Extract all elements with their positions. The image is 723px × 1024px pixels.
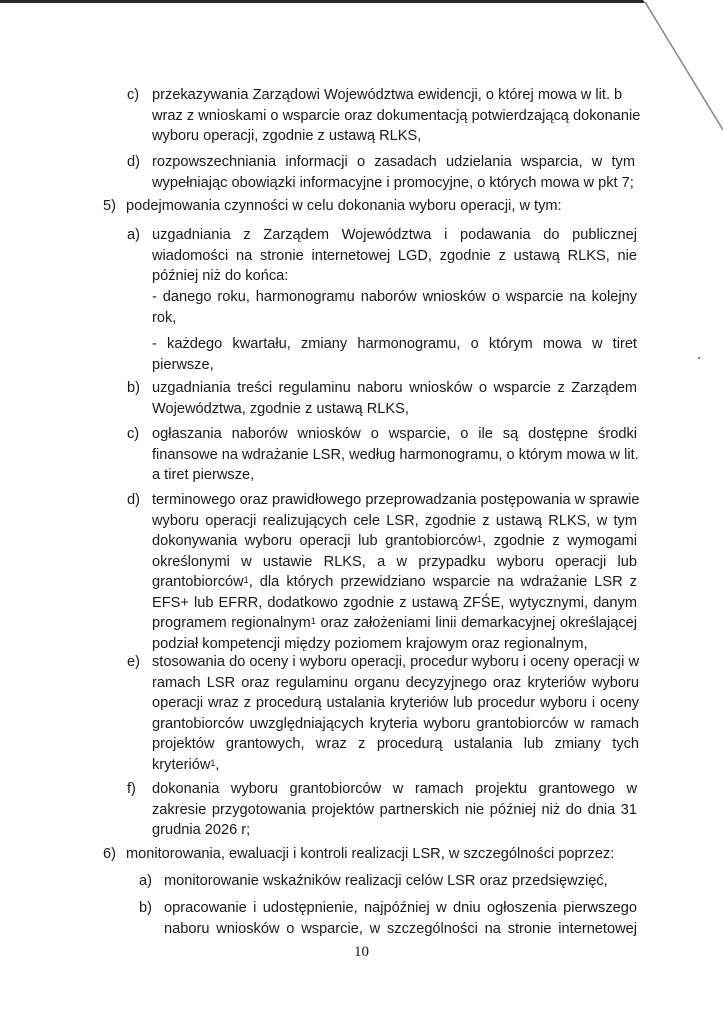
text-line: określonymi w ustawie RLKS, a w przypadku wyboru operacji lub	[152, 553, 637, 570]
list-item-a-schedule	[152, 225, 637, 287]
text-fragment: grantobiorców	[152, 574, 244, 590]
text-line: wiadomości na stronie internetowej LGD, zgodnie z ustawą RLKS, nie	[152, 247, 637, 264]
text-fragment: kryteriów	[152, 756, 211, 773]
dash-item-yearly	[152, 287, 637, 328]
text-line: rozpowszechniania informacji o zasadach udzielania wsparcia, w tym	[152, 154, 635, 170]
page-number: 10	[354, 944, 369, 960]
text-line: wyboru operacji, zgodnie z ustawą RLKS,	[152, 128, 422, 144]
list-marker: b)	[127, 380, 140, 396]
text-line: grudnia 2026 r;	[152, 822, 251, 838]
text-line: opracowanie i udostępnienie, najpóźniej w dniu ogłoszenia pierwszego	[164, 900, 637, 916]
list-item-c-announcements	[152, 424, 637, 486]
text-line: operacji wraz z procedurą ustalania kryteriów lub procedur wyboru i oceny	[152, 695, 639, 711]
list-marker: e)	[127, 654, 140, 670]
text-line: - każdego kwartału, zmiany harmonogramu, o którym mowa w tiret	[152, 336, 637, 352]
text-line: Województwa, zgodnie z ustawą RLKS,	[152, 400, 409, 417]
list-marker: 6)	[103, 846, 116, 862]
list-marker: a)	[139, 873, 152, 889]
scan-top-edge	[0, 0, 723, 3]
text-line: a tiret pierwsze,	[152, 467, 255, 483]
text-line: grantobiorców uwzględniających kryteria wyboru grantobiorców w ramach	[152, 715, 639, 732]
text-line: naboru wniosków o wsparcie, w szczególności na stronie internetowej	[164, 920, 637, 937]
dash-item-quarterly	[152, 334, 637, 375]
list-item-f-grant-selection	[152, 779, 637, 841]
text-line: finansowe na wdrażanie LSR, według harmonogramu, o którym mowa w lit.	[152, 446, 639, 463]
list-item-b-publication	[164, 898, 637, 939]
text-line: stosowania do oceny i wyboru operacji, procedur wyboru i oceny operacji w	[152, 654, 639, 670]
text-line: uzgadniania treści regulaminu naboru wniosków o wsparcie z Zarządem	[152, 380, 637, 396]
text-line	[152, 572, 637, 593]
list-marker: c)	[127, 87, 140, 103]
text-fragment: , zgodnie z wymogami	[481, 533, 637, 549]
list-item-b-regulation	[152, 378, 637, 419]
list-marker: d)	[127, 492, 140, 508]
text-line: ogłaszania naborów wniosków o wsparcie, o ile są dostępne środki	[152, 426, 637, 442]
text-fragment: oraz założeniami linii demarkacyjnej określającej	[315, 615, 637, 631]
page-corner-fold	[633, 0, 723, 140]
list-item-c-evidence	[152, 85, 641, 147]
text-line: wypełniając obowiązki informacyjne i promocyjne, o których mowa w pkt 7;	[152, 174, 634, 191]
text-line	[152, 531, 637, 552]
text-line: uzgadniania z Zarządem Województwa i podawania do publicznej	[152, 227, 637, 243]
footnote-ref: 1	[476, 534, 482, 544]
text-line: przekazywania Zarządowi Województwa ewidencji, o której mowa w lit. b	[152, 87, 623, 103]
footnote-ref: 1	[210, 757, 216, 768]
text-line: projektów grantowych, wraz z procedurą ustalania lub zmiany tych	[152, 736, 639, 752]
list-marker: c)	[127, 426, 140, 442]
text-line: - danego roku, harmonogramu naborów wniosków o wsparcie na kolejny	[152, 289, 637, 305]
list-marker: a)	[127, 227, 140, 243]
scan-speck	[698, 357, 700, 359]
text-fragment: programem regionalnym	[152, 615, 311, 631]
text-line: podział kompetencji między poziomem krajowym oraz regionalnym,	[152, 635, 588, 652]
point-6-heading: monitorowania, ewaluacji i kontroli realizacji LSR, w szczególności poprzez:	[126, 846, 615, 862]
list-marker: b)	[139, 900, 152, 916]
text-fragment: ,	[215, 756, 220, 773]
text-line	[152, 757, 219, 773]
text-line: terminowego oraz prawidłowego przeprowadzania postępowania w sprawie	[152, 492, 640, 508]
list-marker: f)	[127, 781, 136, 797]
text-line: zakresie przygotowania projektów partnerskich nie później niż do dnia 31	[152, 801, 637, 818]
text-line: EFS+ lub EFRR, dodatkowo zgodnie z ustawą ZFŚE, wytycznymi, danym	[152, 594, 637, 611]
list-item-e-assessment	[152, 652, 639, 775]
list-item-d-dissemination	[152, 152, 635, 193]
text-line: później niż do końca:	[152, 268, 289, 284]
footnote-ref: 1	[243, 575, 249, 585]
text-line: rok,	[152, 309, 177, 326]
footnote-ref: 1	[310, 616, 316, 626]
text-fragment: dokonywania wyboru operacji lub grantobiorców	[152, 533, 477, 549]
point-5-heading: podejmowania czynności w celu dokonania wyboru operacji, w tym:	[126, 198, 562, 214]
text-line: pierwsze,	[152, 356, 214, 373]
text-line: wyboru operacji realizujących cele LSR, zgodnie z ustawą RLKS, w tym	[152, 512, 637, 529]
text-line: wraz z wnioskami o wsparcie oraz dokumentacją potwierdzającą dokonanie	[152, 107, 641, 124]
list-item-d-procedure	[152, 490, 640, 654]
list-marker: 5)	[103, 198, 116, 214]
text-line	[152, 613, 637, 634]
list-item-a-monitoring: monitorowanie wskaźników realizacji celów LSR oraz przedsięwzięć,	[164, 873, 608, 889]
text-line: dokonania wyboru grantobiorców w ramach projektu grantowego w	[152, 781, 637, 797]
text-line: ramach LSR oraz regulaminu organu decyzyjnego oraz kryteriów wyboru	[152, 674, 639, 691]
list-marker: d)	[127, 154, 140, 170]
text-fragment: , dla których przewidziano wsparcie na wdrażanie LSR z	[248, 574, 637, 590]
